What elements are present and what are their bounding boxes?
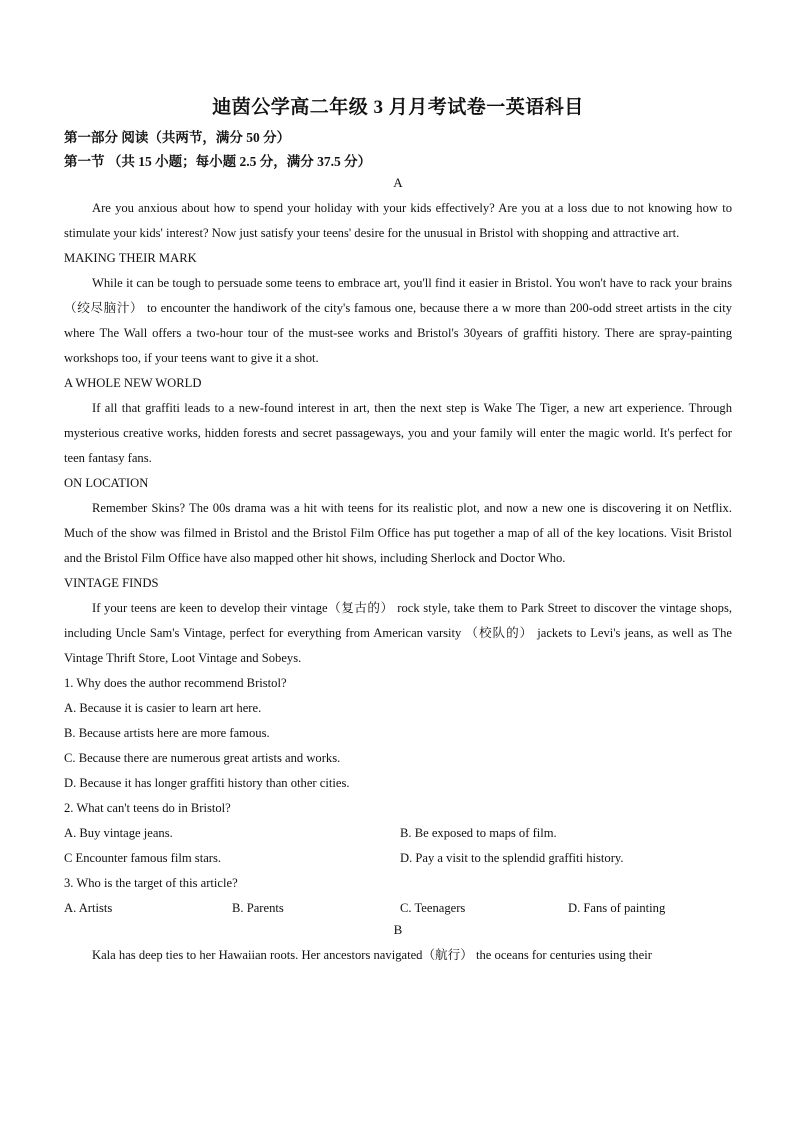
question-1-option-a: A. Because it is casier to learn art here.: [64, 701, 262, 715]
passage-b-intro: Kala has deep ties to her Hawaiian roots. Her ancestors navigated（航行） the oceans for centuries using their: [92, 948, 652, 962]
question-3-option-a: A. Artists: [64, 901, 113, 915]
section-text-vintage-finds: If your teens are keen to develop their vintage（复古的） rock style, take them to Park Street to discover the vintage shops, including Uncle Sam's Vintage, perfect for everything from American varsity （校队的） jackets to Levi's jeans, as well as The Vintage Thrift Store, Loot Vintage and Sobeys.: [64, 601, 732, 665]
question-3-stem: 3. Who is the target of this article?: [64, 876, 238, 890]
section-text-on-location: Remember Skins? The 00s drama was a hit with teens for its realistic plot, and now a new one is discovering it on Netflix. Much of the show was filmed in Bristol and the Bristol Film Office has put together a map of all of the key locations. Visit Bristol and the Bristol Film Office have also mapped other hit shows, including Sherlock and Doctor Who.: [64, 501, 732, 565]
question-2-options-row-1: [64, 821, 732, 846]
passage-a-intro: Are you anxious about how to spend your holiday with your kids effectively? Are you at a loss due to not knowing how to stimulate your kids' interest? Now just satisfy your teens' desire for the unusual in Bristol with shopping and attractive art.: [64, 201, 732, 240]
section-heading: 第一节 （共 15 小题；每小题 2.5 分，满分 37.5 分）: [64, 154, 372, 169]
question-1-stem: 1. Why does the author recommend Bristol?: [64, 676, 287, 690]
section-text-making-their-mark: While it can be tough to persuade some teens to embrace art, you'll find it easier in Bristol. You won't have to rack your brains（绞尽脑汁） to encounter the handiwork of the city's famous one, because there a w more than 200-odd street artists in the city where The Wall offers a two-hour tour of the must-see works and Bristol's 30years of graffiti history. There are spray-painting workshops too, if your teens want to give it a shot.: [64, 276, 732, 365]
page-title: 迪茵公学高二年级 3 月月考试卷一英语科目: [212, 97, 584, 118]
passage-b-letter: B: [393, 922, 403, 937]
question-2-stem: 2. What can't teens do in Bristol?: [64, 801, 231, 815]
question-3-option-b: B. Parents: [232, 901, 284, 915]
question-1-option-c: C. Because there are numerous great artists and works.: [64, 751, 341, 765]
question-2-option-c: C Encounter famous film stars.: [64, 851, 222, 865]
section-heading-making-their-mark: MAKING THEIR MARK: [64, 251, 197, 265]
question-3-option-d: D. Fans of painting: [568, 901, 666, 915]
question-1-option-d: D. Because it has longer graffiti history than other cities.: [64, 776, 350, 790]
question-3-option-c: C. Teenagers: [400, 901, 466, 915]
question-1-option-b: B. Because artists here are more famous.: [64, 726, 270, 740]
question-2-option-a: A. Buy vintage jeans.: [64, 826, 173, 840]
question-2-option-d: D. Pay a visit to the splendid graffiti history.: [400, 851, 624, 865]
question-2-option-b: B. Be exposed to maps of film.: [400, 826, 557, 840]
section-heading-a-whole-new-world: A WHOLE NEW WORLD: [64, 376, 202, 390]
section-heading-on-location: ON LOCATION: [64, 476, 149, 490]
question-2-options-row-2: [64, 846, 732, 871]
exam-page: [64, 92, 732, 968]
passage-a-letter: A: [393, 175, 403, 190]
section-heading-vintage-finds: VINTAGE FINDS: [64, 576, 159, 590]
part-heading: 第一部分 阅读（共两节，满分 50 分）: [64, 130, 291, 145]
section-text-a-whole-new-world: If all that graffiti leads to a new-found interest in art, then the next step is Wake The Tiger, a new art experience. Through mysterious creative works, hidden forests and secret passageways, you and your family will enter the magic world. It's perfect for teen fantasy fans.: [64, 401, 732, 465]
question-3-options: [64, 896, 732, 921]
